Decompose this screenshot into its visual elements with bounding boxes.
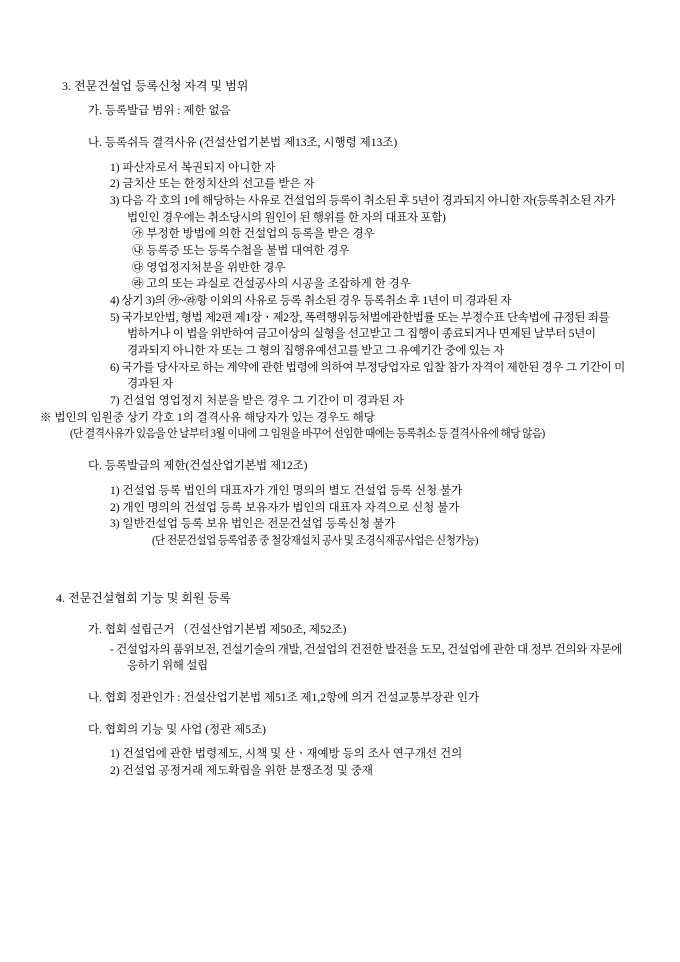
item-4-ga: 가. 협회 설립근거 （건설산업기본법 제50조, 제52조)	[88, 623, 347, 636]
item-3-na-6: 6) 국가를 당사자로 하는 계약에 관한 법령에 의하여 부정당업자로 입찰 참가 자격이 제한된 경우 그 기간이 미 경과된 자	[110, 361, 628, 391]
item-3-na-1: 1) 파산자로서 복권되지 아니한 자	[110, 161, 276, 174]
item-3-na-3: 3) 다음 각 호의 1에 해당하는 사유로 건설업의 등록이 취소된 후 5년이 경과되지 아니한 자(등록취소된 자가 법인인 경우에는 취소당시의 원인이 된 행위를 한 자의 대표자 포함)	[110, 195, 618, 224]
item-4-da-2: 2) 건설업 공정거래 제도확립을 위한 분쟁조정 및 중재	[110, 764, 373, 777]
section-3-heading: 3. 전문건설업 등록신청 자격 및 범위	[62, 79, 249, 93]
item-4-da: 다. 협회의 기능 및 사업 (정관 제5조)	[88, 723, 266, 736]
item-4-na: 나. 협회 정관인가 : 건설산업기본법 제51조 제1,2항에 의거 건설교통부장관 인가	[88, 691, 480, 704]
section-4-heading: 4. 전문건설협회 기능 및 회원 등록	[56, 590, 231, 605]
item-3-na-7: 7) 건설업 영업정지 처분을 받은 경우 그 기간이 미 경과된 자	[110, 395, 404, 408]
item-3-da-3: 3) 일반건설업 등록 보유 법인은 전문건설업 등록신청 불가	[110, 518, 396, 531]
item-3-na-3-a: ㉮ 부정한 방법에 의한 건설업의 등록을 받은 경우	[132, 228, 375, 241]
item-3-da-3-note: (단 전문건설업 등록업종 중 철강재설치 공사 및 조경식재공사업은 신청가능)	[152, 534, 478, 547]
item-3-na-2: 2) 금치산 또는 한정치산의 선고를 받은 자	[110, 178, 315, 191]
item-3-note-star: ※ 법인의 임원중 상기 각호 1의 결격사유 해당자가 있는 경우도 해당	[40, 411, 375, 424]
item-4-da-1: 1) 건설업에 관한 법령제도, 시책 및 산ㆍ재예방 등의 조사 연구개선 건의	[110, 748, 463, 761]
item-3-na-4: 4) 상기 3)의 ㉮~㉱항 이외의 사유로 등록 취소된 경우 등록취소 후 1년이 미 경과된 자	[110, 295, 512, 308]
item-3-da-2: 2) 개인 명의의 건설업 등록 보유자가 법인의 대표자 자격으로 신청 불가	[110, 501, 460, 514]
item-3-na-5: 5) 국가보안법, 형법 제2편 제1장ㆍ제2장, 폭력행위등처벌에관한법률 또는 부정수표 단속법에 규정된 죄를 범하거나 이 법을 위반하여 금고이상의 실형을 선고받고 그 집행이 종료되거나 면제된 날부터 5년이 경과되지 아니한 자 또는 그 형의 집행유예선고를 받고 그 유예기간 중에 있는 자	[110, 311, 612, 358]
item-3-da: 다. 등록발급의 제한(건설산업기본법 제12조)	[88, 460, 308, 473]
item-3-ga: 가. 등록발급 범위 : 제한 없음	[88, 105, 231, 118]
item-4-ga-dash: - 건설업자의 품위보전, 건설기술의 개발, 건설업의 건전한 발전을 도모, 건설업에 관한 대 정부 건의와 자문에 응하기 위해 설립	[110, 643, 625, 673]
item-3-da-1: 1) 건설업 등록 법인의 대표자가 개인 명의의 별도 건설업 등록 신청 불가	[110, 484, 463, 497]
item-3-na-3-c: ㉰ 영업정지처분을 위반한 경우	[132, 261, 286, 274]
top-spacer	[0, 0, 680, 78]
item-3-na: 나. 등록쉬득 결격사유 (건설산업기본법 제13조, 시행령 제13조)	[88, 137, 398, 150]
item-3-note-star-sub: (단 결격사유가 있음을 안 날부터 3월 이내에 그 임원을 바꾸어 선임한 때에는 등록취소 등 결격사유에 해당 않음)	[70, 428, 545, 441]
item-3-na-3-b: ㉯ 등록증 또는 등록수첩을 불법 대여한 경우	[132, 245, 350, 258]
item-3-na-3-d: ㉱ 고의 또는 과실로 건설공사의 시공을 조잡하게 한 경우	[132, 278, 411, 291]
